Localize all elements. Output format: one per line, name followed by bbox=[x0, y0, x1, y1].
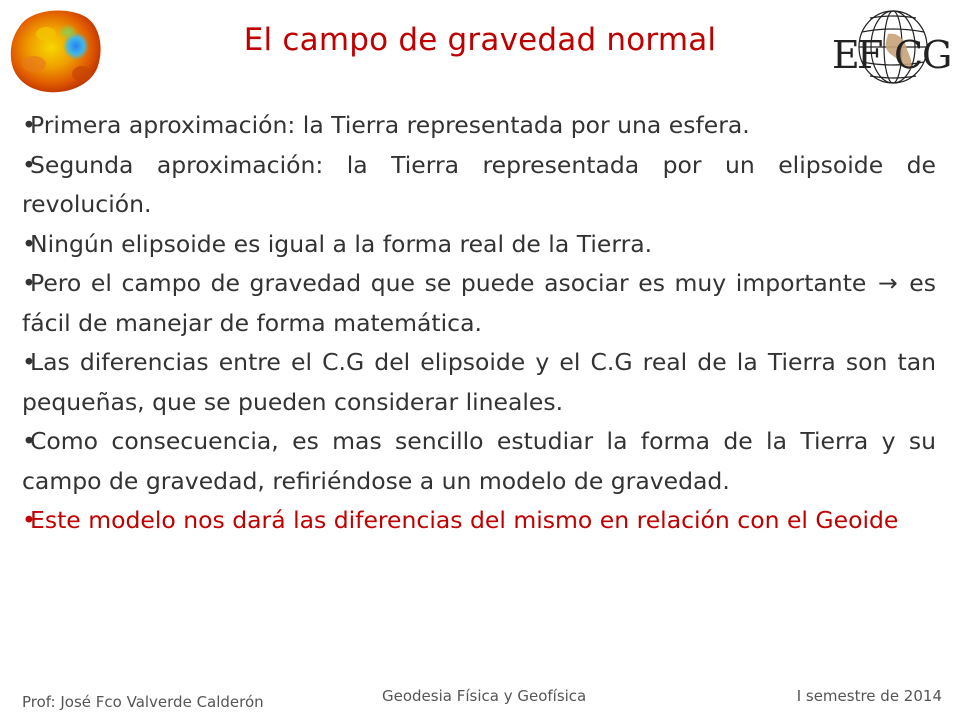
footer-course: Geodesia Física y Geofísica bbox=[382, 687, 587, 705]
bullet-item bbox=[22, 146, 936, 225]
bullet-item bbox=[22, 225, 936, 265]
bullet-text: Primera aproximación: la Tierra representada por una esfera. bbox=[30, 111, 750, 139]
bullet-text: Como consecuencia, es mas sencillo estudiar la forma de la Tierra y su campo de gravedad, refiriéndose a un modelo de gravedad. bbox=[22, 427, 936, 495]
svg-text:G: G bbox=[922, 33, 953, 77]
bullet-item bbox=[22, 264, 936, 343]
bullet-item bbox=[22, 106, 936, 146]
slide-title: El campo de gravedad normal bbox=[243, 22, 717, 58]
slide-content bbox=[22, 106, 936, 541]
bullet-list bbox=[22, 106, 936, 541]
bullet-text-after: es fácil de manejar de forma matemática. bbox=[22, 269, 936, 337]
bullet-text: Este modelo nos dará las diferencias del mismo en relación con el Geoide bbox=[30, 506, 899, 534]
bullet-text-before: Pero el campo de gravedad que se puede asociar es muy importante bbox=[30, 269, 867, 297]
bullet-item bbox=[22, 422, 936, 501]
bullet-text: Segunda aproximación: la Tierra representada por un elipsoide de revolución. bbox=[22, 150, 936, 218]
svg-text:E: E bbox=[832, 33, 860, 77]
footer-author: Prof: José Fco Valverde Calderón bbox=[22, 693, 264, 711]
bullet-item bbox=[22, 343, 936, 422]
svg-text:C: C bbox=[894, 33, 924, 77]
svg-text:F: F bbox=[857, 33, 884, 77]
bullet-item-highlight bbox=[22, 501, 936, 541]
right-arrow-icon: → bbox=[877, 269, 898, 297]
bullet-text: Ningún elipsoide es igual a la forma real de la Tierra. bbox=[30, 229, 653, 258]
footer-semester: I semestre de 2014 bbox=[796, 687, 942, 705]
bullet-text: Las diferencias entre el C.G del elipsoide y el C.G real de la Tierra son tan pequeñas, que se pueden considerar lineales. bbox=[22, 348, 936, 416]
